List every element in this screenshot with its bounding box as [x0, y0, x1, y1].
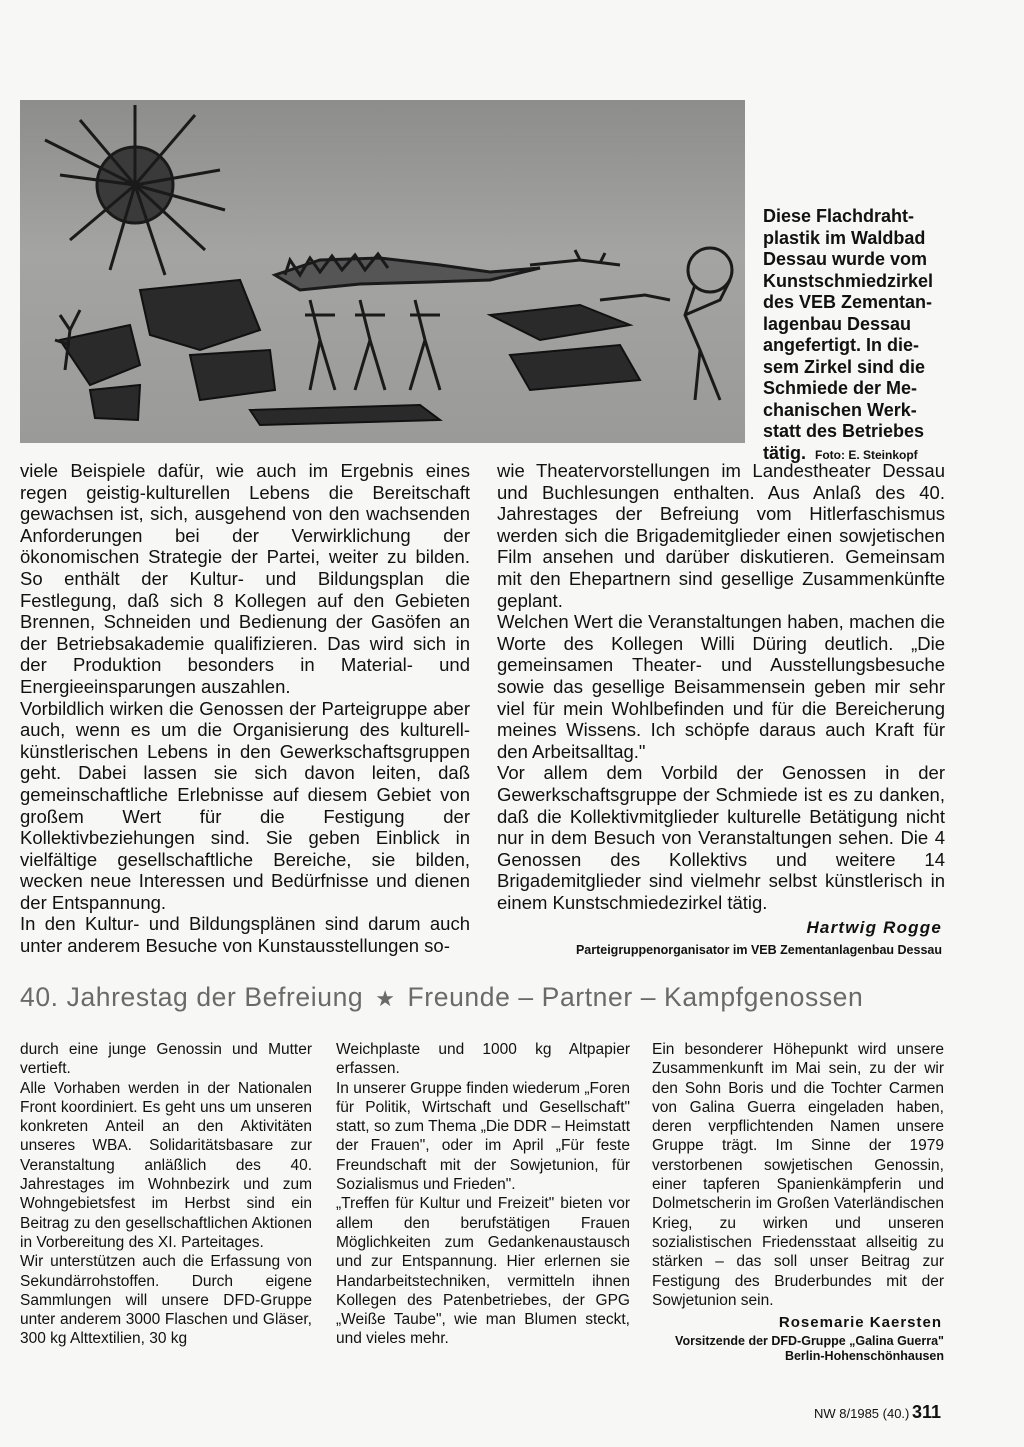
paragraph: viele Beispiele dafür, wie auch im Ergebnis eines regen geistig-kulturellen Lebens die Bereitschaft gewachsen ist, sich, ausgehend von den wachsenden Anforderungen bei der Verwirklichung der ökonomischen Strategie der Partei, weiter zu bilden. So enthält der Kultur- und Bildungsplan die Festlegung, daß sich 8 Kollegen auf den Gebieten Brennen, Schneiden und Bedienung der Gasöfen an der Betriebsakademie qualifizieren. Das wird sich in der Produktion besonders in Material- und Energieeinsparungen auszahlen.: [20, 460, 470, 697]
paragraph: Vorbildlich wirken die Genossen der Parteigruppe aber auch, wenn es um die Organisierung des kulturell-künstlerischen Lebens in den Gewerkschaftsgruppen geht. Dabei lassen sie sich davon leiten, daß gemeinschaftliche Erlebnisse auf diesem Gebiet von großem Wert für die Festigung der Kollektivbeziehungen sind. Sie geben Einblick in vielfältige gesellschaftliche Bereiche, sie bilden, wecken neue Interessen und Bedürfnisse und dienen der Entspannung.: [20, 697, 470, 913]
paragraph: Vor allem dem Vorbild der Genossen in der Gewerkschaftsgruppe der Schmiede ist es zu danken, daß die Kollektivmitglieder kulturelle Betätigung nicht nur in dem Besuch von Veranstaltungen sehen. Die 4 Genossen des Kollektivs und weitere 14 Brigademitglieder sind vielmehr selbst künstlerisch in einem Kunstschmiedezirkel tätig.: [497, 762, 945, 913]
upper-author-role: Parteigruppenorganisator im VEB Zementanlagenbau Dessau: [575, 943, 942, 957]
star-icon: ★: [375, 986, 396, 1011]
lower-article-column-3: [652, 1040, 944, 1310]
sculpture-photo: [20, 100, 745, 443]
paragraph: durch eine junge Genossin und Mutter vertieft.: [20, 1041, 312, 1078]
paragraph: Ein besonderer Höhepunkt wird unsere Zusammenkunft im Mai sein, zu der wir den Sohn Boris und die Tochter Carmen von Galina Guerra eingeladen haben, deren verpflichtenden Namen unsere Gruppe trägt. Im Sinne der 1979 verstorbenen sowjetischen Genossin, einer tapferen Spanienkämpferin und Dolmetscherin im Großen Vaterländischen Krieg, zu wirken und unseren sozialistischen Friedensstaat allseitig zu stärken – das soll unser Beitrag zur Festigung des Bruderbundes mit der Sowjetunion sein.: [652, 1041, 944, 1309]
issue-reference: NW 8/1985 (40.): [814, 1406, 910, 1421]
upper-article-left-column: [20, 460, 470, 957]
page-number: 311: [912, 1402, 942, 1422]
upper-article-right-column: [497, 460, 945, 913]
banner-left-text: 40. Jahrestag der Befreiung: [20, 982, 364, 1012]
crocodile-figure: [275, 254, 540, 290]
person-figure: [685, 248, 732, 400]
sculpture-illustration: [20, 100, 745, 443]
paragraph: „Treffen für Kultur und Freizeit" bieten vor allem den berufstätigen Frauen Möglichkeiten zum Gedankenaustausch und zur Entspannung. Hier erlernen sie Handarbeitstechniken, vermitteln ihnen Kollegen des Patenbetriebes, der GPG „Weiße Taube", wie man Blumen steckt, und vieles mehr.: [336, 1195, 630, 1348]
lizard-figures: [530, 250, 670, 300]
section-banner: [20, 982, 945, 1013]
dancer-figures: [305, 300, 440, 390]
paragraph: Welchen Wert die Veranstaltungen haben, machen die Worte des Kollegen Willi Düring deutlich. „Die gemeinsamen Theater- und Ausstellungsbesuche sowie das gesellige Beisammensein geben mir sehr viel für mein Wohlbefinden und für die Bereicherung meines Wissens. Ich schöpfe daraus auch Kraft für den Arbeitsalltag.": [497, 611, 945, 762]
lower-author-name: Rosemarie Kaersten: [778, 1314, 942, 1331]
sun-icon: [45, 105, 225, 275]
paragraph: wie Theatervorstellungen im Landestheater Dessau und Buchlesungen enthalten. Aus Anlaß des 40. Jahrestages der Befreiung vom Hitlerfaschismus werden sich die Brigademitglieder einen sowjetischen Film ansehen und darüber diskutieren. Gemeinsam mit den Ehepartnern sind gesellige Zusammenkünfte geplant.: [497, 460, 945, 611]
photo-credit: Foto: E. Steinkopf: [815, 447, 918, 462]
lower-author-role: Vorsitzende der DFD-Gruppe „Galina Guerra" Berlin-Hohenschönhausen: [675, 1334, 944, 1363]
paragraph: Weichplaste und 1000 kg Altpapier erfassen.: [336, 1041, 630, 1078]
paragraph: In unserer Gruppe finden wiederum „Foren für Politik, Wirtschaft und Gesellschaft" statt, so zum Thema „Die DDR – Heimstatt der Frauen", oder im April „Für feste Freundschaft mit der Sowjetunion, für Sozialismus und Frieden".: [336, 1079, 630, 1194]
caption-text: Diese Flachdraht-plastik im Waldbad Dessau wurde vom Kunstschmiedzirkel des VEB Zementan-lagenbau Dessau angefertigt. In die-sem Zirkel sind die Schmiede der Me-chanischen Werk-statt des Betriebes tätig.: [763, 206, 934, 463]
lower-article-column-1: [20, 1040, 312, 1349]
upper-author-name: Hartwig Rogge: [806, 918, 942, 937]
paragraph: In den Kultur- und Bildungsplänen sind darum auch unter anderem Besuche von Kunstausstellungen so-: [20, 913, 470, 957]
paragraph: Wir unterstützen auch die Erfassung von Sekundärrohstoffen. Durch eigene Sammlungen will unsere DFD-Gruppe unter anderem 3000 Flaschen und Gläser, 300 kg Alttextilien, 30 kg: [20, 1253, 312, 1348]
banner-right-text: Freunde – Partner – Kampfgenossen: [407, 982, 864, 1012]
paragraph: Alle Vorhaben werden in der Nationalen Front koordiniert. Es geht uns um unseren konkreten Anteil an den Aktivitäten unseres WBA. Solidaritätsbasare zur Veranstaltung anläßlich des 40. Jahrestages im Wohnbezirk und zum Wohngebietsfest im Herbst sind ein Beitrag zu den gesellschaftlichen Aktionen in Vorbereitung des XI. Parteitages.: [20, 1079, 312, 1251]
lower-article-column-2: [336, 1040, 630, 1349]
boat-shapes: [60, 280, 640, 425]
photo-caption: [763, 206, 943, 466]
